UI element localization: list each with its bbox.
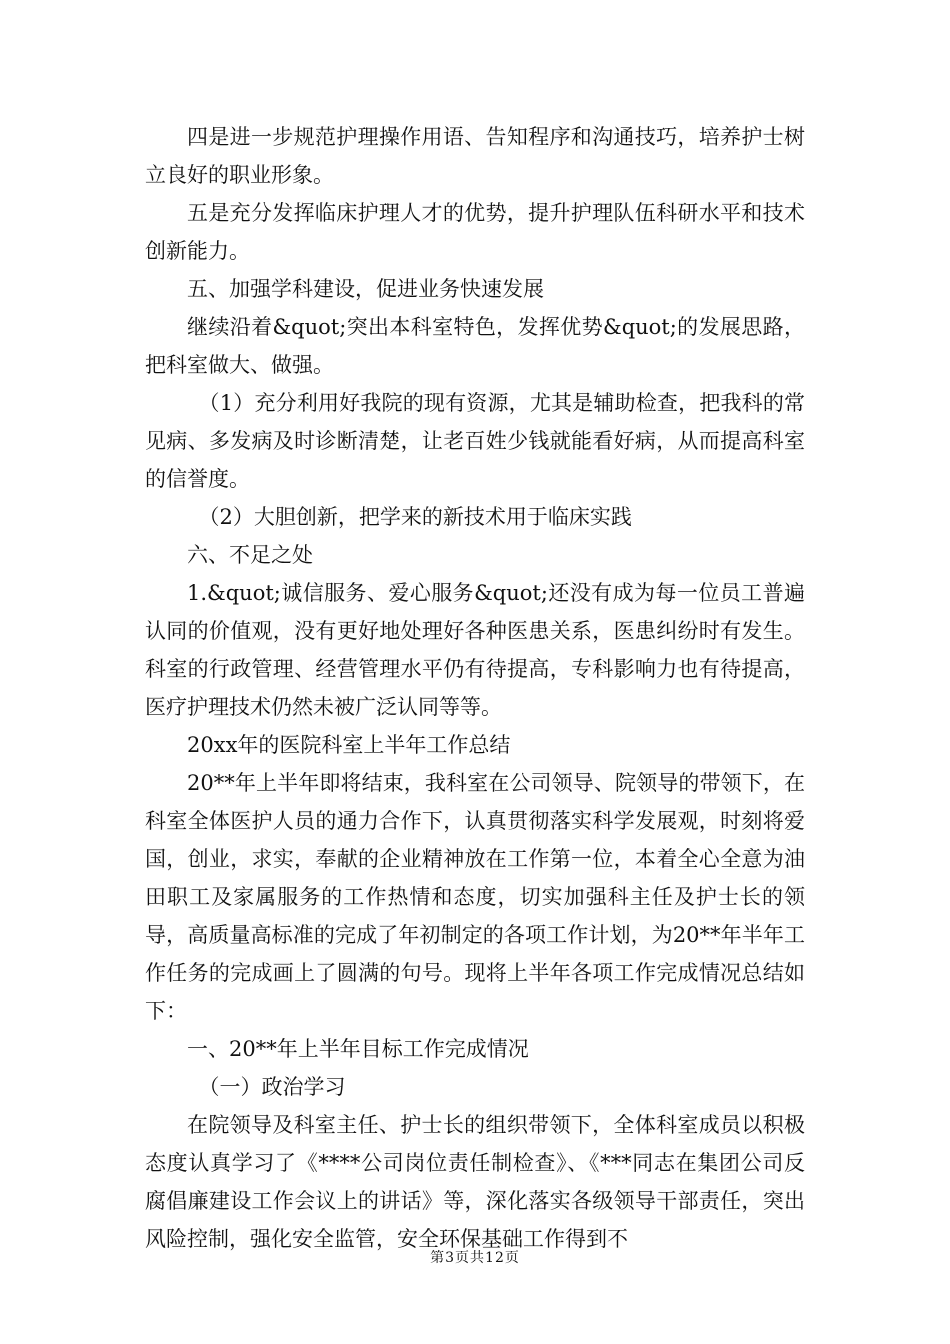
document-body	[145, 118, 805, 1258]
paragraph-summary-intro: 20**年上半年即将结束，我科室在公司领导、院领导的带领下，在科室全体医护人员的通力合作下，认真贯彻落实科学发展观，时刻将爱国，创业，求实，奉献的企业精神放在工作第一位，本着全心全意为油田职工及家属服务的工作热情和态度，切实加强科主任及护士长的领导，高质量高标准的完成了年初制定的各项工作计划，为20**年半年工作任务的完成画上了圆满的句号。现将上半年各项工作完成情况总结如下：	[145, 771, 805, 1023]
paragraph-item-1: （1）充分利用好我院的现有资源，尤其是辅助检查，把我科的常见病、多发病及时诊断清楚，让老百姓少钱就能看好病，从而提高科室的信誉度。	[145, 391, 805, 491]
section-heading-discipline: 五、加强学科建设，促进业务快速发展	[187, 277, 544, 301]
section-heading-shortcomings: 六、不足之处	[187, 543, 313, 567]
paragraph-development: 继续沿着&quot;突出本科室特色，发挥优势&quot;的发展思路，把科室做大、做强。	[145, 315, 805, 377]
paragraph-item-2: （2）大胆创新，把学来的新技术用于临床实践	[198, 505, 632, 529]
paragraph-norms: 四是进一步规范护理操作用语、告知程序和沟通技巧，培养护士树立良好的职业形象。	[145, 125, 805, 187]
page-number: 第3页共12页	[430, 1250, 520, 1266]
paragraph-shortcomings: 1.&quot;诚信服务、爱心服务&quot;还没有成为每一位员工普遍认同的价值观，没有更好地处理好各种医患关系，医患纠纷时有发生。科室的行政管理、经营管理水平仍有待提高，专科影响力也有待提高，医疗护理技术仍然未被广泛认同等等。	[145, 581, 805, 719]
section-heading-targets: 一、20**年上半年目标工作完成情况	[187, 1037, 529, 1061]
subsection-heading-politics: （一）政治学习	[198, 1075, 346, 1099]
paragraph-politics: 在院领导及科室主任、护士长的组织带领下，全体科室成员以积极态度认真学习了《****公司岗位责任制检查》、《***同志在集团公司反腐倡廉建设工作会议上的讲话》等，深化落实各级领导干部责任，突出风险控制，强化安全监管，安全环保基础工作得到不	[145, 1113, 805, 1251]
paragraph-talent: 五是充分发挥临床护理人才的优势，提升护理队伍科研水平和技术创新能力。	[145, 201, 805, 263]
document-subtitle: 20xx年的医院科室上半年工作总结	[187, 733, 511, 757]
